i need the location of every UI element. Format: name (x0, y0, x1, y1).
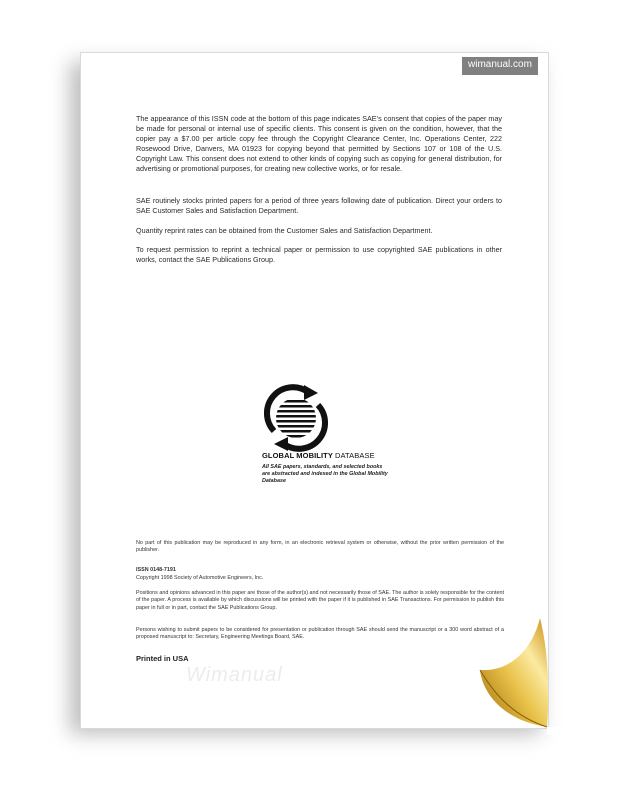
quantity-reprint-paragraph: Quantity reprint rates can be obtained from the Customer Sales and Satisfaction Department. (136, 226, 433, 235)
positions-disclaimer: Positions and opinions advanced in this paper are those of the author(s) and not necessarily those of SAE. The author is solely responsible for the content of the paper. A process is available by which discussions will be printed with the paper if it is published in SAE Transactions. For permission to publish this paper in full or in part, contact the SAE Publications Group. (136, 590, 504, 611)
logo-title (262, 451, 375, 460)
logo-caption: All SAE papers, standards, and selected books are abstracted and indexed in the Global Mobility Database (262, 464, 388, 484)
globe-arrows-icon (258, 383, 398, 453)
issn-consent-paragraph: The appearance of this ISSN code at the bottom of this page indicates SAE’s consent that copies of the paper may be made for personal or internal use of specific clients. This consent is given on the condition, however, that the copier pay a $7.00 per article copy fee through the Copyright Clearance Center, Inc. Operations Center, 222 Rosewood Drive, Danvers, MA 01923 for copying beyond that permitted by Sections 107 or 108 of the U.S. Copyright Law. This consent does not extend to other kinds of copying such as copying for general distribution, for advertising or promotional purposes, for creating new collective works, or for resale. (136, 114, 502, 173)
permission-paragraph: To request permission to reprint a technical paper or permission to use copyrighted SAE publications in other works, contact the SAE Publications Group. (136, 245, 502, 264)
page-curl-icon (470, 610, 560, 735)
bottom-watermark: Wimanual (186, 664, 283, 686)
logo-title-bold: GLOBAL MOBILITY (262, 451, 333, 460)
copyright-line: Copyright 1998 Society of Automotive Engineers, Inc. (136, 575, 264, 581)
logo-title-light: DATABASE (335, 451, 375, 460)
site-watermark: wimanual.com (462, 57, 538, 75)
issn-number: ISSN 0148-7191 (136, 567, 176, 573)
printed-in-usa: Printed in USA (136, 654, 189, 663)
reprints-paragraph: SAE routinely stocks printed papers for a period of three years following date of publication. Direct your orders to SAE Customer Sales and Satisfaction Department. (136, 196, 502, 215)
submission-notice: Persons wishing to submit papers to be considered for presentation or publication through SAE should send the manuscript or a 300 word abstract of a proposed manuscript to: Secretary, Engineering Meetings Board, SAE. (136, 627, 504, 641)
no-reproduction-notice: No part of this publication may be reproduced in any form, in an electronic retrieval system or otherwise, without the prior written permission of the publisher. (136, 540, 504, 554)
